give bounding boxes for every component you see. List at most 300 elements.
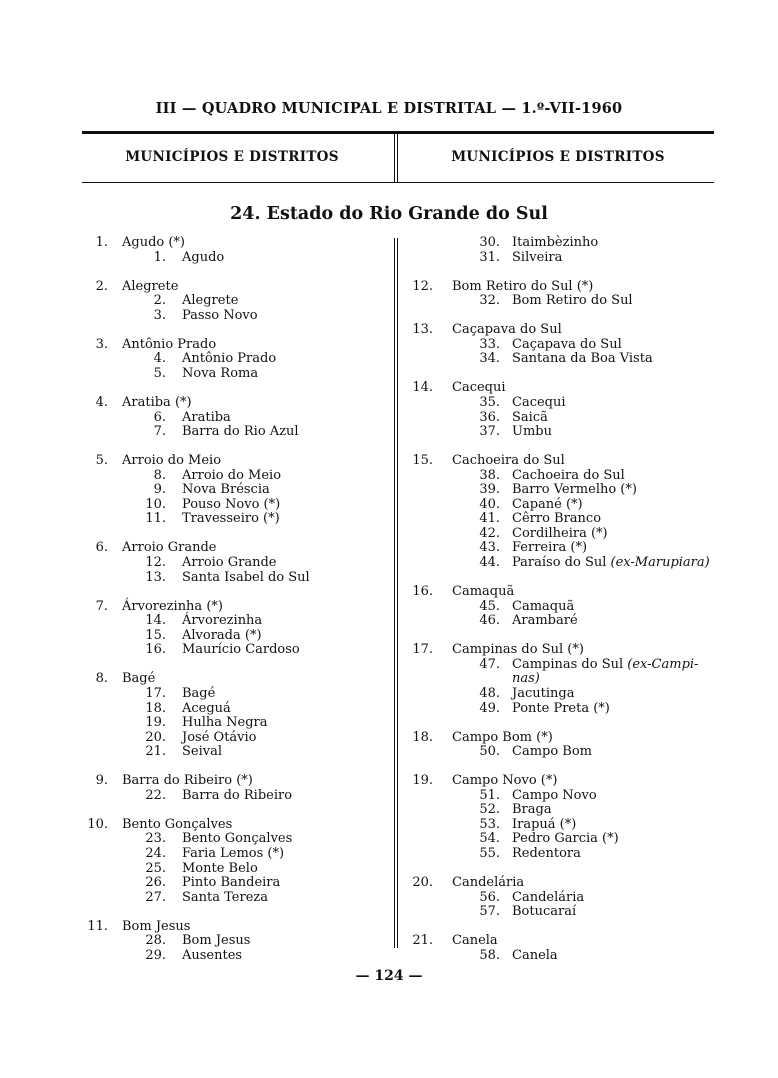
name-text: Candelária (512, 889, 585, 905)
distrito-name (512, 556, 710, 571)
spacer (82, 585, 392, 600)
distrito-row (82, 309, 392, 324)
distrito-row (82, 469, 392, 484)
distrito-row (404, 469, 724, 484)
distrito-row (404, 236, 724, 251)
name-text: Itaimbèzinho (512, 235, 599, 250)
distrito-row (404, 541, 724, 556)
distrito-name (512, 483, 637, 498)
spacer (82, 323, 392, 338)
name-text: Campinas do Sul (512, 656, 624, 672)
distrito-name (182, 614, 262, 629)
municipio-number: 3. (95, 336, 108, 352)
municipio-row (404, 280, 724, 295)
name-text: Arroio Grande (122, 540, 217, 556)
distrito-number: 16. (145, 642, 166, 658)
distrito-name (182, 425, 299, 440)
distrito-name (512, 527, 608, 542)
distrito-name (182, 571, 310, 586)
former-name-note: (ex-Campi- (627, 656, 699, 672)
distrito-number: 46. (479, 613, 500, 629)
distrito-row (404, 483, 724, 498)
name-text: José Otávio (182, 729, 257, 745)
distrito-row (404, 949, 724, 964)
distrito-row (404, 527, 724, 542)
municipio-name (452, 731, 553, 746)
spacer (404, 920, 724, 935)
distrito-number: 18. (145, 700, 166, 716)
municipio-number: 9. (95, 773, 108, 789)
distrito-number: 33. (479, 336, 500, 352)
name-text: Caçapava do Sul (452, 322, 562, 338)
distrito-number: 47. (479, 656, 500, 672)
distrito-row (82, 745, 392, 760)
distrito-name (512, 905, 576, 920)
distrito-number: 25. (145, 860, 166, 876)
municipio-row (82, 541, 392, 556)
name-text: Bom Retiro do Sul (512, 293, 633, 309)
distrito-name (512, 949, 558, 964)
name-text: Redentora (512, 845, 581, 861)
name-text: Saicã (512, 409, 548, 425)
distrito-number: 2. (153, 293, 166, 309)
distrito-name (182, 832, 292, 847)
spacer (82, 440, 392, 455)
distrito-number: 42. (479, 525, 500, 541)
column-heading-right: MUNICÍPIOS E DISTRITOS (451, 149, 665, 165)
distrito-name (512, 541, 587, 556)
municipio-row (82, 236, 392, 251)
distrito-name (512, 702, 610, 717)
state-title: 24. Estado do Rio Grande do Sul (230, 204, 548, 224)
distrito-number: 24. (145, 845, 166, 861)
municipio-row (404, 876, 724, 891)
distrito-name (182, 411, 231, 426)
municipio-row (404, 585, 724, 600)
distrito-number: 37. (479, 424, 500, 440)
distrito-number: 54. (479, 831, 500, 847)
distrito-number: 52. (479, 802, 500, 818)
distrito-row (82, 702, 392, 717)
distrito-name (182, 367, 258, 382)
municipio-name (452, 323, 562, 338)
municipio-number: 17. (412, 642, 433, 658)
name-text: Canela (512, 947, 558, 963)
name-text: Jacutinga (512, 685, 575, 701)
distrito-name (182, 556, 277, 571)
distrito-row (82, 847, 392, 862)
distrito-row (82, 571, 392, 586)
municipio-name (452, 280, 593, 295)
name-text: Paraíso do Sul (512, 555, 607, 571)
name-text: Cêrro Branco (512, 511, 602, 527)
distrito-name (182, 789, 292, 804)
name-text: Aratiba (182, 409, 231, 425)
name-text: Irapuá (*) (512, 816, 577, 832)
municipio-row (404, 454, 724, 469)
distrito-number: 8. (153, 467, 166, 483)
name-text: Ferreira (*) (512, 540, 588, 556)
page-header: III — QUADRO MUNICIPAL E DISTRITAL — 1.º-VII-1960 (155, 100, 623, 117)
municipio-row (404, 774, 724, 789)
name-text: Barra do Ribeiro (182, 787, 293, 803)
distrito-row (82, 934, 392, 949)
distrito-number: 50. (479, 744, 500, 760)
municipio-row (82, 774, 392, 789)
distrito-row (404, 905, 724, 920)
distrito-row (404, 658, 724, 673)
distrito-name (182, 949, 242, 964)
municipio-number: 1. (95, 235, 108, 250)
spacer (82, 265, 392, 280)
name-text: Bagé (122, 671, 156, 687)
spacer (404, 716, 724, 731)
spacer (82, 381, 392, 396)
municipio-row (82, 454, 392, 469)
distrito-name (512, 789, 597, 804)
distrito-name (512, 818, 576, 833)
name-text: Alegrete (122, 278, 179, 294)
distrito-name (182, 891, 268, 906)
continuation-row (404, 672, 724, 687)
name-text: Antônio Prado (182, 351, 277, 367)
distrito-name (512, 251, 562, 266)
distrito-name (182, 251, 224, 266)
distrito-row (404, 498, 724, 513)
distrito-number: 20. (145, 729, 166, 745)
distrito-row (82, 716, 392, 731)
distrito-number: 55. (479, 845, 500, 861)
distrito-row (404, 396, 724, 411)
name-text: Cacequi (452, 380, 506, 396)
distrito-row (82, 731, 392, 746)
name-text: Candelária (452, 875, 525, 891)
municipio-number: 19. (412, 773, 433, 789)
name-text: Santana da Boa Vista (512, 351, 653, 367)
municipio-row (404, 323, 724, 338)
header-rule-top (82, 131, 714, 134)
distrito-name (182, 352, 276, 367)
name-text: Barro Vermelho (*) (512, 482, 637, 498)
distrito-number: 49. (479, 700, 500, 716)
name-text: Santa Tereza (182, 889, 268, 905)
distrito-name (182, 512, 280, 527)
distrito-row (404, 512, 724, 527)
distrito-row (404, 614, 724, 629)
distrito-number: 11. (145, 511, 166, 527)
distrito-name (512, 658, 698, 673)
name-text: Bento Gonçalves (122, 816, 233, 832)
name-text: Hulha Negra (182, 715, 268, 731)
distrito-name (182, 702, 231, 717)
municipio-name (452, 876, 524, 891)
spacer (404, 571, 724, 586)
name-text: Nova Bréscia (182, 482, 270, 498)
name-text: Pedro Garcia (*) (512, 831, 619, 847)
municipio-number: 2. (95, 278, 108, 294)
name-text: Umbu (512, 424, 552, 440)
name-text: Pinto Bandeira (182, 875, 281, 891)
distrito-row (82, 687, 392, 702)
municipio-number: 4. (95, 395, 108, 411)
spacer (404, 265, 724, 280)
distrito-name (512, 396, 566, 411)
distrito-row (404, 352, 724, 367)
municipio-number: 18. (412, 729, 433, 745)
distrito-name (512, 338, 622, 353)
distrito-row (82, 294, 392, 309)
distrito-row (82, 498, 392, 513)
name-text: Aratiba (*) (122, 395, 192, 411)
distrito-number: 9. (153, 482, 166, 498)
distrito-number: 43. (479, 540, 500, 556)
distrito-number: 19. (145, 715, 166, 731)
page-number: — 124 — (355, 968, 423, 984)
municipio-row (82, 818, 392, 833)
spacer (82, 803, 392, 818)
distrito-row (82, 876, 392, 891)
municipio-name (122, 454, 221, 469)
distrito-number: 40. (479, 496, 500, 512)
name-text: Pouso Novo (*) (182, 496, 281, 512)
distrito-row (82, 891, 392, 906)
distrito-row (404, 789, 724, 804)
distrito-name (512, 294, 633, 309)
distrito-name (512, 236, 598, 251)
name-text: Ponte Preta (*) (512, 700, 610, 716)
municipio-row (82, 920, 392, 935)
municipio-row (404, 643, 724, 658)
distrito-row (82, 483, 392, 498)
distrito-name (512, 498, 583, 513)
distrito-row (404, 251, 724, 266)
distrito-name (182, 862, 258, 877)
municipio-number: 10. (87, 816, 108, 832)
spacer (82, 658, 392, 673)
spacer (82, 905, 392, 920)
name-text: Passo Novo (182, 307, 258, 323)
municipio-number: 5. (95, 453, 108, 469)
distrito-number: 44. (479, 555, 500, 571)
name-text: Árvorezinha (182, 613, 263, 629)
distrito-row (82, 832, 392, 847)
name-text: Camaquã (452, 584, 515, 600)
distrito-number: 39. (479, 482, 500, 498)
distrito-row (82, 367, 392, 382)
distrito-number: 21. (145, 744, 166, 760)
distrito-name (512, 512, 601, 527)
distrito-row (82, 614, 392, 629)
name-text: Capané (*) (512, 496, 583, 512)
name-text: Nova Roma (182, 365, 259, 381)
distrito-number: 14. (145, 613, 166, 629)
distrito-row (404, 687, 724, 702)
name-text: Cacequi (512, 395, 566, 411)
spacer (404, 440, 724, 455)
former-name-note: (ex-Marupiara) (610, 555, 710, 571)
name-text: Cordilheira (*) (512, 525, 608, 541)
distrito-row (82, 643, 392, 658)
municipio-number: 13. (412, 322, 433, 338)
distrito-name (512, 352, 653, 367)
municipio-number: 20. (412, 875, 433, 891)
name-text: Ausentes (182, 947, 243, 963)
distrito-row (404, 832, 724, 847)
municipio-name (452, 381, 506, 396)
distrito-name (182, 294, 238, 309)
name-text: Maurício Cardoso (182, 642, 300, 658)
header-rule-bottom (82, 182, 714, 183)
distrito-number: 27. (145, 889, 166, 905)
name-text: Silveira (512, 249, 563, 265)
municipio-name (452, 454, 565, 469)
spacer (404, 862, 724, 877)
distrito-name (512, 832, 619, 847)
distrito-number: 23. (145, 831, 166, 847)
name-text: Botucaraí (512, 904, 577, 920)
distrito-number: 53. (479, 816, 500, 832)
municipio-row (404, 731, 724, 746)
distrito-number: 41. (479, 511, 500, 527)
name-text: Caçapava do Sul (512, 336, 622, 352)
distrito-row (404, 294, 724, 309)
name-text: Alvorada (*) (182, 627, 262, 643)
municipio-number: 8. (95, 671, 108, 687)
distrito-number: 56. (479, 889, 500, 905)
name-text: Santa Isabel do Sul (182, 569, 310, 585)
municipio-name (122, 818, 232, 833)
distrito-row (404, 600, 724, 615)
municipio-row (404, 381, 724, 396)
distrito-number: 36. (479, 409, 500, 425)
distrito-number: 48. (479, 685, 500, 701)
distrito-number: 34. (479, 351, 500, 367)
municipio-name (122, 672, 155, 687)
name-text: Bom Jesus (122, 918, 191, 934)
distrito-row (404, 847, 724, 862)
distrito-row (82, 512, 392, 527)
distrito-number: 22. (145, 787, 166, 803)
distrito-name (512, 847, 581, 862)
distrito-name (512, 614, 578, 629)
distrito-row (82, 352, 392, 367)
name-text: Arroio do Meio (122, 453, 222, 469)
distrito-number: 51. (479, 787, 500, 803)
distrito-name (512, 425, 552, 440)
name-text: Canela (452, 933, 498, 949)
distrito-row (404, 411, 724, 426)
distrito-name (182, 731, 257, 746)
distrito-name (512, 891, 584, 906)
distrito-number: 28. (145, 933, 166, 949)
municipio-name (122, 236, 185, 251)
distrito-number: 29. (145, 947, 166, 963)
municipio-name (452, 585, 514, 600)
distrito-row (82, 862, 392, 877)
continuation-text: nas) (512, 671, 540, 687)
spacer (404, 629, 724, 644)
municipio-row (82, 338, 392, 353)
name-text: Cachoeira do Sul (512, 467, 625, 483)
distrito-name (182, 629, 262, 644)
distrito-row (82, 411, 392, 426)
name-text: Campinas do Sul (*) (452, 642, 584, 658)
name-text: Travesseiro (*) (182, 511, 280, 527)
municipio-name (122, 396, 192, 411)
name-text: Aceguá (182, 700, 231, 716)
distrito-number: 1. (153, 249, 166, 265)
municipio-name (452, 774, 557, 789)
distrito-row (82, 425, 392, 440)
distrito-name (182, 876, 280, 891)
municipio-name (122, 541, 217, 556)
municipio-number: 11. (87, 918, 108, 934)
spacer (404, 760, 724, 775)
name-text: Bagé (182, 685, 216, 701)
name-text: Bom Retiro do Sul (*) (452, 278, 594, 294)
name-text: Campo Novo (512, 787, 597, 803)
distrito-number: 31. (479, 249, 500, 265)
distrito-row (404, 818, 724, 833)
distrito-row (404, 556, 724, 571)
municipio-name (452, 643, 584, 658)
distrito-number: 13. (145, 569, 166, 585)
name-text: Agudo (*) (122, 235, 186, 250)
name-text: Agudo (182, 249, 225, 265)
distrito-name (182, 498, 280, 513)
distrito-name (512, 803, 552, 818)
municipio-name (122, 774, 253, 789)
name-text: Arroio do Meio (182, 467, 282, 483)
distrito-row (82, 949, 392, 964)
name-text: Monte Belo (182, 860, 258, 876)
name-text: Arroio Grande (182, 555, 277, 571)
distrito-number: 6. (153, 409, 166, 425)
distrito-row (82, 629, 392, 644)
left-column (82, 236, 392, 963)
distrito-number: 4. (153, 351, 166, 367)
distrito-number: 17. (145, 685, 166, 701)
distrito-name (182, 716, 267, 731)
municipio-name (122, 338, 216, 353)
municipio-name (122, 280, 178, 295)
column-divider-body (394, 238, 398, 948)
spacer (404, 367, 724, 382)
distrito-number: 45. (479, 598, 500, 614)
distrito-number: 10. (145, 496, 166, 512)
municipio-number: 15. (412, 453, 433, 469)
distrito-number: 3. (153, 307, 166, 323)
municipio-row (82, 280, 392, 295)
distrito-name (512, 600, 574, 615)
name-text: Alegrete (182, 293, 239, 309)
distrito-name (182, 687, 215, 702)
municipio-number: 14. (412, 380, 433, 396)
name-text: Árvorezinha (*) (122, 598, 223, 614)
distrito-number: 12. (145, 555, 166, 571)
distrito-number: 35. (479, 395, 500, 411)
distrito-name (182, 934, 250, 949)
distrito-number: 38. (479, 467, 500, 483)
spacer (82, 527, 392, 542)
municipio-number: 7. (95, 598, 108, 614)
distrito-row (404, 803, 724, 818)
distrito-row (404, 891, 724, 906)
distrito-row (82, 556, 392, 571)
distrito-name (512, 745, 592, 760)
name-text: Campo Bom (512, 744, 593, 760)
name-text: Bento Gonçalves (182, 831, 293, 847)
